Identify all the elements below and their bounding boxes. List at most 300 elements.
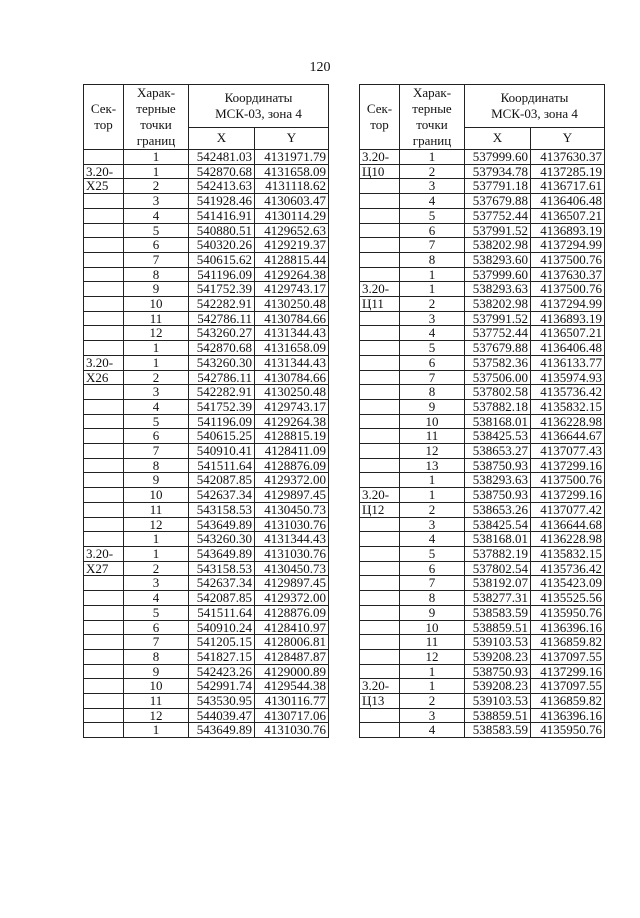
header-sector: Сек- тор [84,85,124,150]
sector-cell [84,679,124,694]
x-coordinate-cell: 542481.03 [189,150,255,165]
y-coordinate-cell: 4136644.68 [531,517,605,532]
y-coordinate-cell: 4129544.38 [255,679,329,694]
x-coordinate-cell: 537882.19 [465,546,531,561]
sector-cell [360,429,400,444]
table-row [84,576,329,591]
sector-cell [84,208,124,223]
sector-cell [84,311,124,326]
y-coordinate-cell: 4136406.48 [531,341,605,356]
x-coordinate-cell: 537506.00 [465,370,531,385]
header-coordinates: Координаты МСК-03, зона 4 [465,85,605,128]
x-coordinate-cell: 538583.59 [465,605,531,620]
table-row [360,620,605,635]
sector-cell: 3.20- [360,679,400,694]
x-coordinate-cell: 543530.95 [189,694,255,709]
table-row [360,164,605,179]
table-row [360,399,605,414]
table-row [360,561,605,576]
table-row [84,517,329,532]
point-number-cell: 4 [400,194,465,209]
point-number-cell: 4 [124,208,189,223]
y-coordinate-cell: 4135423.09 [531,576,605,591]
x-coordinate-cell: 538202.98 [465,238,531,253]
x-coordinate-cell: 541416.91 [189,208,255,223]
y-coordinate-cell: 4136893.19 [531,223,605,238]
sector-cell [84,605,124,620]
x-coordinate-cell: 540910.41 [189,444,255,459]
y-coordinate-cell: 4130250.48 [255,297,329,312]
x-coordinate-cell: 540320.26 [189,238,255,253]
y-coordinate-cell: 4128487.87 [255,649,329,664]
y-coordinate-cell: 4136893.19 [531,311,605,326]
sector-cell [84,429,124,444]
x-coordinate-cell: 542637.34 [189,488,255,503]
point-number-cell: 5 [124,414,189,429]
y-coordinate-cell: 4131658.09 [255,341,329,356]
x-coordinate-cell: 542870.68 [189,341,255,356]
x-coordinate-cell: 543649.89 [189,517,255,532]
table-row [84,591,329,606]
header-sector: Сек- тор [360,85,400,150]
y-coordinate-cell: 4130250.48 [255,385,329,400]
point-number-cell: 6 [124,620,189,635]
table-row [360,635,605,650]
right-table-body [360,150,605,738]
sector-cell [360,517,400,532]
y-coordinate-cell: 4137294.99 [531,238,605,253]
y-coordinate-cell: 4136228.98 [531,414,605,429]
y-coordinate-cell: 4128411.09 [255,444,329,459]
y-coordinate-cell: 4135525.56 [531,591,605,606]
point-number-cell: 2 [124,561,189,576]
sector-cell [84,252,124,267]
y-coordinate-cell: 4129743.17 [255,282,329,297]
table-row [84,223,329,238]
x-coordinate-cell: 538750.93 [465,664,531,679]
table-row [84,311,329,326]
sector-cell [360,473,400,488]
x-coordinate-cell: 537991.52 [465,311,531,326]
table-row [84,723,329,738]
table-row [84,429,329,444]
sector-cell [360,576,400,591]
point-number-cell: 10 [124,679,189,694]
header-points: Харак- терные точки границ [400,85,465,150]
table-row [360,297,605,312]
point-number-cell: 11 [124,311,189,326]
sector-cell [360,370,400,385]
table-row [84,620,329,635]
sector-cell [360,605,400,620]
sector-cell [84,664,124,679]
point-number-cell: 3 [400,517,465,532]
sector-cell: Ц13 [360,694,400,709]
y-coordinate-cell: 4135832.15 [531,546,605,561]
table-row [360,488,605,503]
sector-cell [84,223,124,238]
x-coordinate-cell: 543260.30 [189,355,255,370]
point-number-cell: 1 [400,679,465,694]
x-coordinate-cell: 537802.58 [465,385,531,400]
sector-cell [360,458,400,473]
sector-cell [360,194,400,209]
table-row [84,252,329,267]
x-coordinate-cell: 537752.44 [465,208,531,223]
point-number-cell: 6 [400,223,465,238]
sector-cell [360,414,400,429]
table-row [84,355,329,370]
y-coordinate-cell: 4129897.45 [255,488,329,503]
y-coordinate-cell: 4136406.48 [531,194,605,209]
table-row [360,282,605,297]
sector-cell [84,635,124,650]
table-row [360,708,605,723]
point-number-cell: 4 [124,399,189,414]
y-coordinate-cell: 4128006.81 [255,635,329,650]
sector-cell: 3.20- [84,164,124,179]
sector-cell [84,723,124,738]
point-number-cell: 10 [400,620,465,635]
header-y: Y [531,127,605,149]
x-coordinate-cell: 537999.60 [465,267,531,282]
y-coordinate-cell: 4137500.76 [531,282,605,297]
y-coordinate-cell: 4135974.93 [531,370,605,385]
table-row [360,179,605,194]
x-coordinate-cell: 538653.27 [465,444,531,459]
x-coordinate-cell: 538202.98 [465,297,531,312]
point-number-cell: 5 [400,208,465,223]
table-row [84,561,329,576]
sector-cell [360,223,400,238]
x-coordinate-cell: 542423.26 [189,664,255,679]
coordinates-table-right [359,84,605,738]
point-number-cell: 1 [400,664,465,679]
x-coordinate-cell: 541827.15 [189,649,255,664]
y-coordinate-cell: 4130603.47 [255,194,329,209]
sector-cell [84,576,124,591]
sector-cell [84,150,124,165]
sector-cell [84,282,124,297]
sector-cell: Ц11 [360,297,400,312]
sector-cell [360,532,400,547]
coordinates-table-left [83,84,329,738]
y-coordinate-cell: 4128876.09 [255,458,329,473]
y-coordinate-cell: 4137285.19 [531,164,605,179]
sector-cell [360,399,400,414]
point-number-cell: 1 [124,546,189,561]
sector-cell [84,297,124,312]
point-number-cell: 1 [124,150,189,165]
x-coordinate-cell: 540615.62 [189,252,255,267]
x-coordinate-cell: 542637.34 [189,576,255,591]
point-number-cell: 12 [400,444,465,459]
sector-cell [360,635,400,650]
x-coordinate-cell: 541511.64 [189,605,255,620]
table-row [84,238,329,253]
x-coordinate-cell: 538192.07 [465,576,531,591]
y-coordinate-cell: 4128876.09 [255,605,329,620]
table-row [84,649,329,664]
table-row [84,546,329,561]
table-row [360,370,605,385]
sector-cell [84,341,124,356]
point-number-cell: 9 [124,473,189,488]
y-coordinate-cell: 4136396.16 [531,620,605,635]
point-number-cell: 10 [124,297,189,312]
table-row [84,208,329,223]
table-row [84,150,329,165]
sector-cell [360,591,400,606]
y-coordinate-cell: 4137294.99 [531,297,605,312]
x-coordinate-cell: 538859.51 [465,708,531,723]
y-coordinate-cell: 4137500.76 [531,252,605,267]
point-number-cell: 4 [400,326,465,341]
point-number-cell: 4 [400,532,465,547]
point-number-cell: 8 [124,267,189,282]
sector-cell [84,458,124,473]
y-coordinate-cell: 4137630.37 [531,150,605,165]
x-coordinate-cell: 538425.53 [465,429,531,444]
table-row [84,458,329,473]
y-coordinate-cell: 4130450.73 [255,502,329,517]
y-coordinate-cell: 4129264.38 [255,414,329,429]
x-coordinate-cell: 544039.47 [189,708,255,723]
table-row [360,679,605,694]
table-row [360,311,605,326]
table-row [84,297,329,312]
point-number-cell: 3 [124,576,189,591]
y-coordinate-cell: 4129000.89 [255,664,329,679]
x-coordinate-cell: 537582.36 [465,355,531,370]
point-number-cell: 2 [124,179,189,194]
table-row [360,649,605,664]
x-coordinate-cell: 537999.60 [465,150,531,165]
x-coordinate-cell: 543260.27 [189,326,255,341]
table-row [360,591,605,606]
sector-cell [360,385,400,400]
point-number-cell: 8 [400,385,465,400]
left-table-body [84,150,329,738]
x-coordinate-cell: 541205.15 [189,635,255,650]
point-number-cell: 13 [400,458,465,473]
table-row [360,341,605,356]
header-points: Харак- терные точки границ [124,85,189,150]
x-coordinate-cell: 538425.54 [465,517,531,532]
x-coordinate-cell: 538293.63 [465,282,531,297]
y-coordinate-cell: 4135736.42 [531,385,605,400]
y-coordinate-cell: 4137299.16 [531,488,605,503]
sector-cell [84,620,124,635]
point-number-cell: 7 [400,238,465,253]
x-coordinate-cell: 537791.18 [465,179,531,194]
point-number-cell: 2 [400,164,465,179]
table-row [84,385,329,400]
sector-cell [84,502,124,517]
table-row [84,664,329,679]
table-row [84,532,329,547]
y-coordinate-cell: 4137299.16 [531,664,605,679]
y-coordinate-cell: 4136859.82 [531,694,605,709]
y-coordinate-cell: 4130717.06 [255,708,329,723]
sector-cell [84,399,124,414]
x-coordinate-cell: 541196.09 [189,414,255,429]
point-number-cell: 8 [400,591,465,606]
x-coordinate-cell: 539103.53 [465,635,531,650]
point-number-cell: 1 [400,267,465,282]
table-row [360,429,605,444]
y-coordinate-cell: 4136859.82 [531,635,605,650]
y-coordinate-cell: 4128410.97 [255,620,329,635]
y-coordinate-cell: 4136396.16 [531,708,605,723]
point-number-cell: 2 [400,694,465,709]
x-coordinate-cell: 541752.39 [189,282,255,297]
x-coordinate-cell: 542870.68 [189,164,255,179]
point-number-cell: 4 [400,723,465,738]
x-coordinate-cell: 538293.63 [465,473,531,488]
y-coordinate-cell: 4130784.66 [255,370,329,385]
point-number-cell: 3 [400,179,465,194]
table-row [360,517,605,532]
y-coordinate-cell: 4129372.00 [255,473,329,488]
x-coordinate-cell: 538750.93 [465,488,531,503]
x-coordinate-cell: 537934.78 [465,164,531,179]
table-row [360,385,605,400]
point-number-cell: 7 [400,370,465,385]
y-coordinate-cell: 4129652.63 [255,223,329,238]
point-number-cell: 6 [400,355,465,370]
y-coordinate-cell: 4136133.77 [531,355,605,370]
y-coordinate-cell: 4136717.61 [531,179,605,194]
y-coordinate-cell: 4131344.43 [255,355,329,370]
table-row [360,664,605,679]
x-coordinate-cell: 537882.18 [465,399,531,414]
sector-cell [360,561,400,576]
point-number-cell: 10 [400,414,465,429]
sector-cell [84,488,124,503]
point-number-cell: 12 [124,326,189,341]
y-coordinate-cell: 4135736.42 [531,561,605,576]
point-number-cell: 2 [124,370,189,385]
table-row [84,399,329,414]
x-coordinate-cell: 537679.88 [465,194,531,209]
y-coordinate-cell: 4131971.79 [255,150,329,165]
sector-cell [360,267,400,282]
y-coordinate-cell: 4129264.38 [255,267,329,282]
table-row [360,502,605,517]
table-row [360,238,605,253]
x-coordinate-cell: 537679.88 [465,341,531,356]
y-coordinate-cell: 4137097.55 [531,649,605,664]
table-row [84,370,329,385]
y-coordinate-cell: 4137630.37 [531,267,605,282]
sector-cell [84,649,124,664]
x-coordinate-cell: 542087.85 [189,473,255,488]
point-number-cell: 5 [124,605,189,620]
y-coordinate-cell: 4131118.62 [255,179,329,194]
y-coordinate-cell: 4136507.21 [531,326,605,341]
table-row [360,605,605,620]
sector-cell: 3.20- [360,282,400,297]
point-number-cell: 1 [400,488,465,503]
x-coordinate-cell: 538293.60 [465,252,531,267]
table-row [360,694,605,709]
sector-cell [84,694,124,709]
y-coordinate-cell: 4129372.00 [255,591,329,606]
point-number-cell: 7 [124,252,189,267]
x-coordinate-cell: 540615.25 [189,429,255,444]
table-row [360,723,605,738]
sector-cell [360,355,400,370]
x-coordinate-cell: 542282.91 [189,385,255,400]
x-coordinate-cell: 542282.91 [189,297,255,312]
y-coordinate-cell: 4128815.19 [255,429,329,444]
table-row [360,208,605,223]
sector-cell [360,649,400,664]
point-number-cell: 1 [124,723,189,738]
point-number-cell: 1 [124,341,189,356]
point-number-cell: 9 [400,399,465,414]
point-number-cell: 7 [400,576,465,591]
point-number-cell: 1 [400,473,465,488]
point-number-cell: 7 [124,444,189,459]
x-coordinate-cell: 543158.53 [189,561,255,576]
y-coordinate-cell: 4137299.16 [531,458,605,473]
x-coordinate-cell: 541196.09 [189,267,255,282]
sector-cell: Ц12 [360,502,400,517]
sector-cell [360,444,400,459]
point-number-cell: 6 [124,238,189,253]
y-coordinate-cell: 4137500.76 [531,473,605,488]
table-row [84,444,329,459]
table-row [360,194,605,209]
page-number: 120 [309,60,331,75]
sector-cell [360,708,400,723]
point-number-cell: 3 [400,311,465,326]
x-coordinate-cell: 541752.39 [189,399,255,414]
y-coordinate-cell: 4131030.76 [255,517,329,532]
y-coordinate-cell: 4129897.45 [255,576,329,591]
table-row [360,546,605,561]
y-coordinate-cell: 4130114.29 [255,208,329,223]
x-coordinate-cell: 542413.63 [189,179,255,194]
sector-cell [84,385,124,400]
sector-cell [84,326,124,341]
header-y: Y [255,127,329,149]
x-coordinate-cell: 537991.52 [465,223,531,238]
point-number-cell: 1 [400,150,465,165]
table-row [84,708,329,723]
sector-cell: 3.20- [84,355,124,370]
sector-cell [360,208,400,223]
sector-cell [84,194,124,209]
sector-cell [360,311,400,326]
y-coordinate-cell: 4131658.09 [255,164,329,179]
point-number-cell: 6 [124,429,189,444]
point-number-cell: 11 [400,635,465,650]
y-coordinate-cell: 4137097.55 [531,679,605,694]
x-coordinate-cell: 539208.23 [465,649,531,664]
x-coordinate-cell: 542087.85 [189,591,255,606]
x-coordinate-cell: 539208.23 [465,679,531,694]
table-row [360,267,605,282]
x-coordinate-cell: 540880.51 [189,223,255,238]
table-row [360,576,605,591]
y-coordinate-cell: 4128815.44 [255,252,329,267]
point-number-cell: 5 [400,546,465,561]
sector-cell [360,546,400,561]
point-number-cell: 3 [124,194,189,209]
